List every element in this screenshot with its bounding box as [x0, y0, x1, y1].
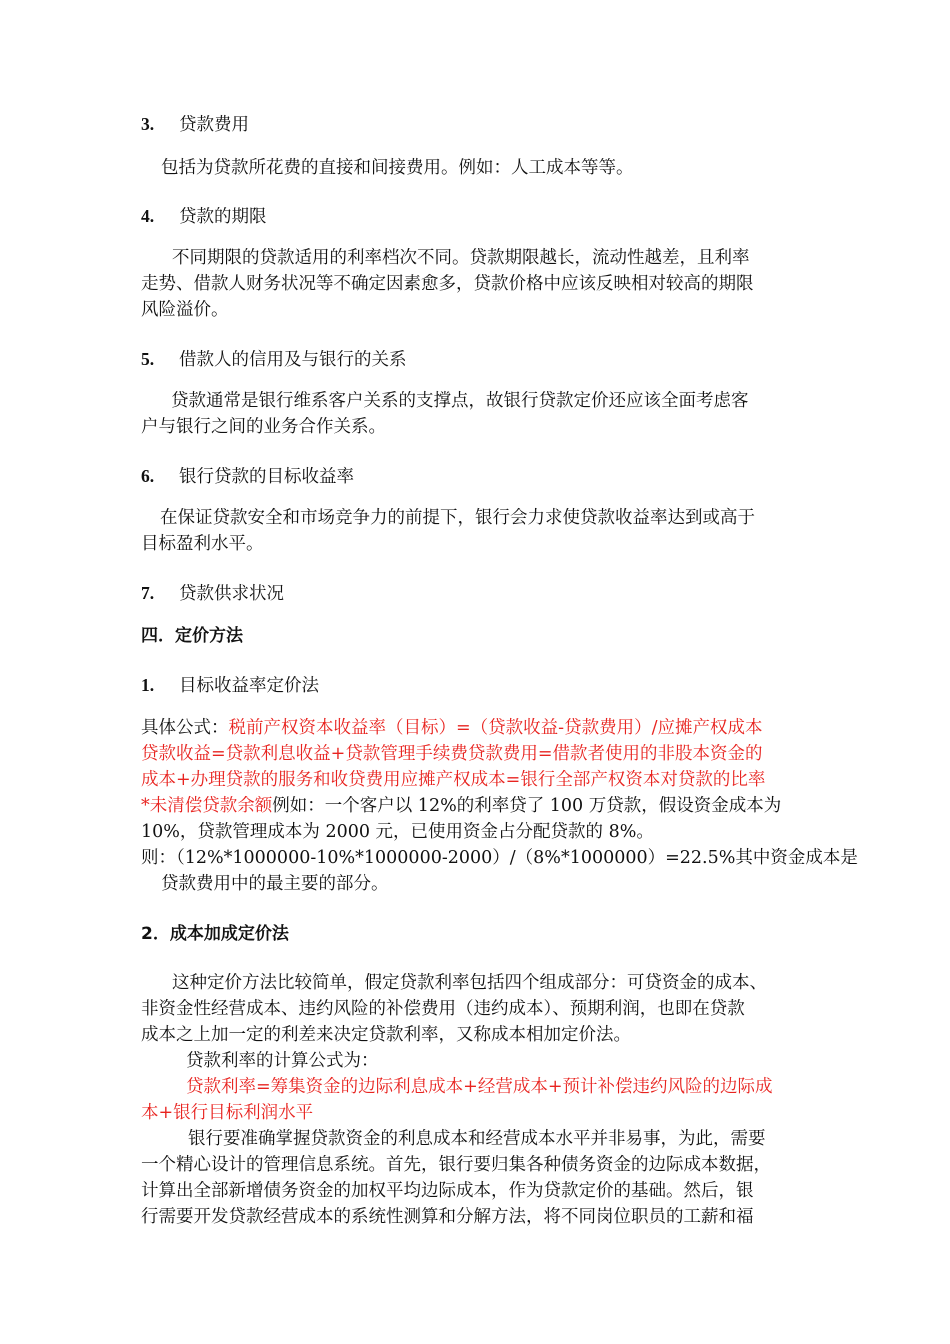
item-title: 银行贷款的目标收益率 — [179, 467, 354, 487]
formula-line — [141, 715, 762, 741]
paragraph-line: 计算出全部新增债务资金的加权平均边际成本，作为贷款定价的基础。然后，银 — [141, 1181, 754, 1201]
item-6-text-line: 目标盈利水平。 — [141, 534, 264, 554]
calc-intro: 贷款利率的计算公式为： — [186, 1051, 379, 1071]
item-number: 7. — [141, 583, 155, 603]
item-title: 目标收益率定价法 — [179, 676, 319, 696]
item-7-heading — [141, 580, 284, 607]
item-5-heading — [141, 346, 407, 373]
calc-formula: 本+银行目标利润水平 — [141, 1103, 314, 1123]
example-text: 贷款费用中的最主要的部分。 — [161, 874, 389, 894]
item-number: 6. — [141, 466, 155, 486]
paragraph-line: 一个精心设计的管理信息系统。首先，银行要归集各种债务资金的边际成本数据， — [141, 1155, 771, 1175]
method-2-text-line: 这种定价方法比较简单，假定贷款利率包括四个组成部分：可贷资金的成本、 — [172, 973, 767, 993]
example-text: 10%，贷款管理成本为 2000 元，已使用资金占分配贷款的 8%。 — [141, 822, 654, 842]
item-4-heading — [141, 203, 267, 230]
item-6-text-line: 在保证贷款安全和市场竞争力的前提下，银行会力求使贷款收益率达到或高于 — [160, 508, 755, 528]
calc-formula: 贷款利率=筹集资金的边际利息成本+经营成本+预计补偿违约风险的边际成 — [186, 1077, 773, 1097]
item-number: 4. — [141, 206, 155, 226]
section-heading: 四．定价方法 — [141, 626, 243, 646]
formula-prefix: 具体公式： — [141, 718, 229, 738]
paragraph-line: 行需要开发贷款经营成本的系统性测算和分解方法，将不同岗位职员的工薪和福 — [141, 1207, 754, 1227]
item-title: 贷款供求状况 — [179, 584, 284, 604]
method-1-heading — [141, 672, 319, 699]
item-3-heading — [141, 111, 249, 138]
example-text: 则：（12%*1000000-10%*1000000-2000）/（8%*1000000）=22.5%其中资金成本是 — [141, 848, 858, 868]
item-5-text-line: 贷款通常是银行维系客户关系的支撑点，故银行贷款定价还应该全面考虑客 — [171, 391, 749, 411]
item-3-text: 包括为贷款所花费的直接和间接费用。例如：人工成本等等。 — [161, 158, 634, 178]
item-title: 贷款的期限 — [179, 207, 267, 227]
item-6-heading — [141, 463, 354, 490]
method-2-text-line: 非资金性经营成本、违约风险的补偿费用（违约成本）、预期利润，也即在贷款 — [141, 999, 745, 1019]
formula-highlight: 贷款收益=贷款利息收益+贷款管理手续费贷款费用=借款者使用的非股本资金的 — [141, 744, 763, 764]
item-number: 3. — [141, 114, 155, 134]
item-4-text-line: 风险溢价。 — [141, 300, 229, 320]
item-number: 5. — [141, 349, 155, 369]
formula-highlight: 成本+办理贷款的服务和收贷费用应摊产权成本=银行全部产权资本对贷款的比率 — [141, 770, 766, 790]
formula-highlight: *未清偿贷款余额 — [141, 796, 273, 816]
item-5-text-line: 户与银行之间的业务合作关系。 — [141, 417, 386, 437]
formula-highlight: 税前产权资本收益率（目标）=（贷款收益-贷款费用）/应摊产权成本 — [228, 718, 763, 738]
item-4-text-line: 走势、借款人财务状况等不确定因素愈多，贷款价格中应该反映相对较高的期限 — [141, 274, 754, 294]
item-4-text-line: 不同期限的贷款适用的利率档次不同。贷款期限越长，流动性越差，且利率 — [172, 248, 750, 268]
example-text: 例如：一个客户以 12%的利率贷了 100 万贷款，假设资金成本为 — [272, 796, 782, 816]
method-2-text-line: 成本之上加一定的利差来决定贷款利率，又称成本相加定价法。 — [141, 1025, 631, 1045]
method-2-heading: 2．成本加成定价法 — [141, 924, 289, 944]
paragraph-line: 银行要准确掌握贷款资金的利息成本和经营成本水平并非易事，为此，需要 — [188, 1129, 766, 1149]
item-title: 借款人的信用及与银行的关系 — [179, 350, 407, 370]
formula-line — [141, 793, 781, 819]
item-number: 1. — [141, 675, 155, 695]
item-title: 贷款费用 — [179, 115, 249, 135]
